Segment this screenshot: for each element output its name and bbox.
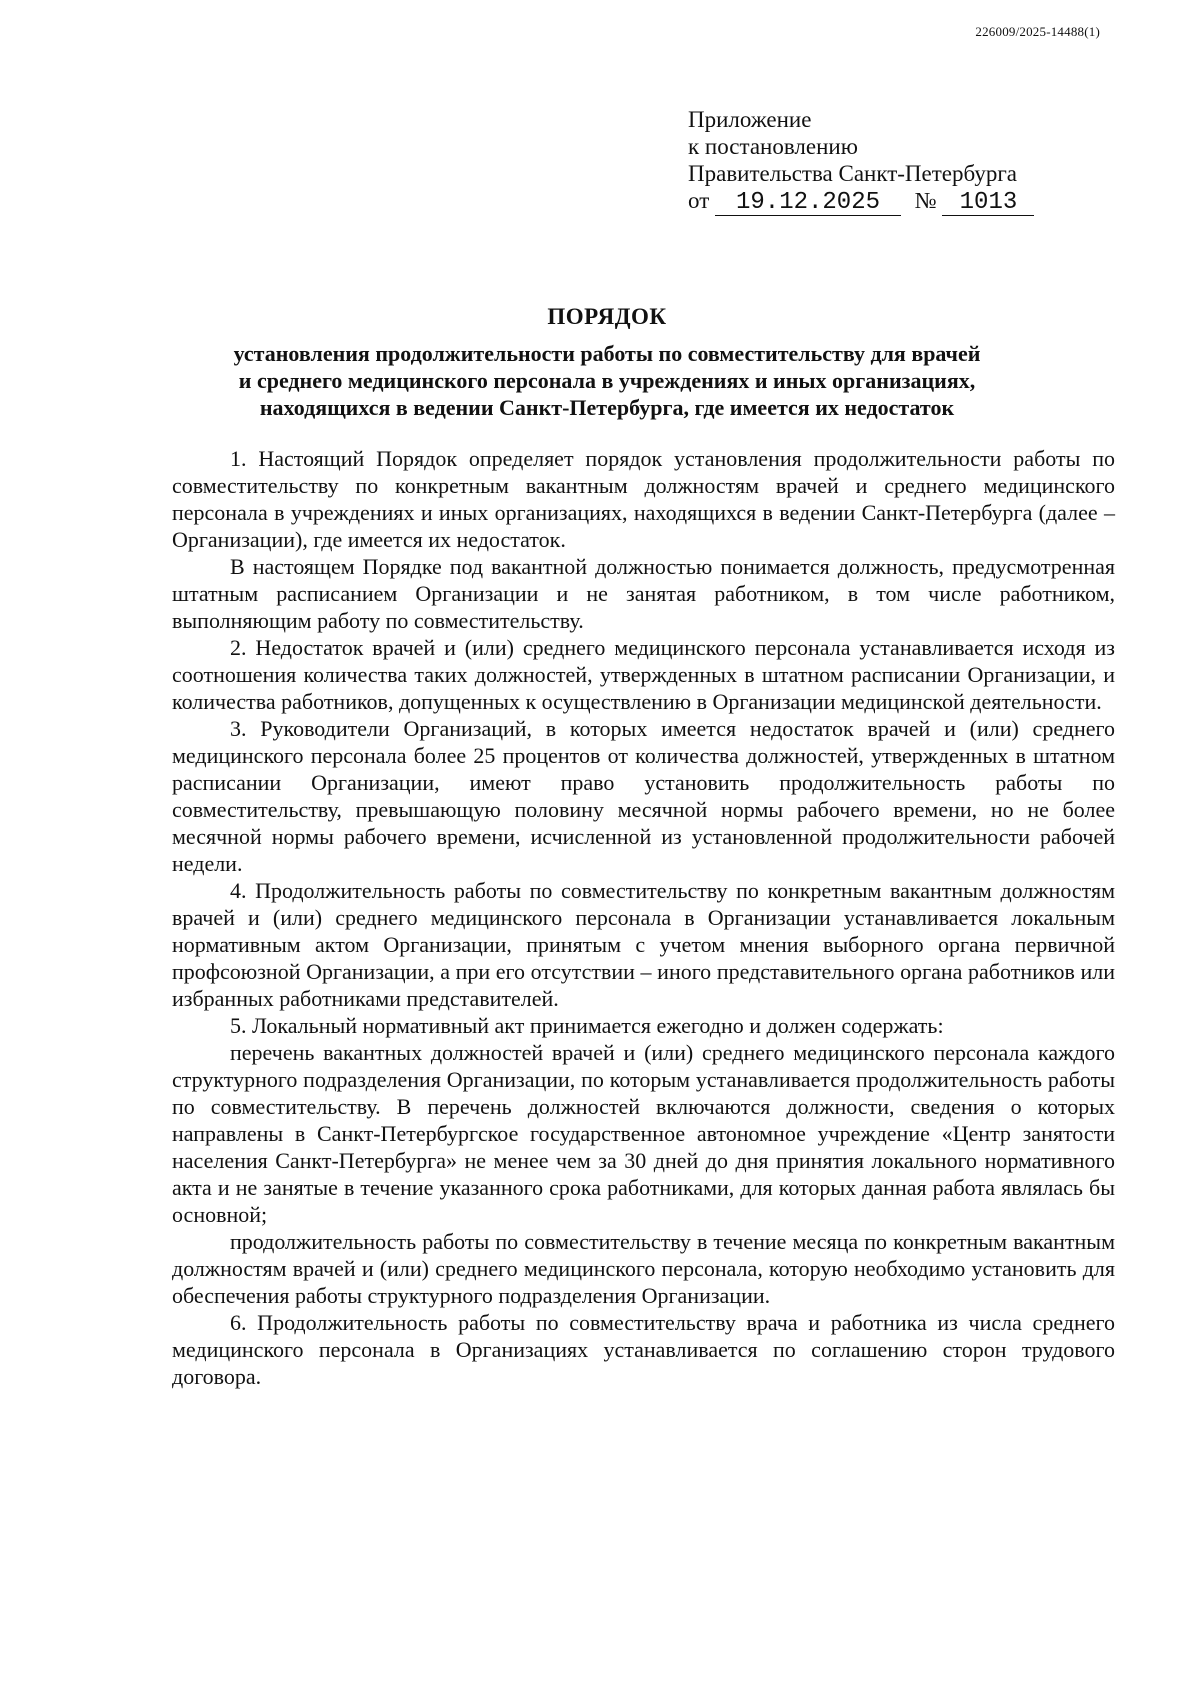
appendix-line-1: Приложение xyxy=(688,107,812,132)
appendix-block xyxy=(688,106,1034,216)
appendix-reference-line xyxy=(688,187,1034,216)
paragraph-1-definition: В настоящем Порядке под вакантной должностью понимается должность, предусмотренная штатным расписанием Организации и не занятая работником, в том числе работником, выполняющим работу по совместительству. xyxy=(172,554,1115,633)
paragraph-5: 5. Локальный нормативный акт принимается ежегодно и должен содержать: xyxy=(230,1013,944,1038)
document-subtitle-line-1: установления продолжительности работы по совместительству для врачей xyxy=(233,341,981,366)
date-prefix: от xyxy=(688,188,710,213)
paragraph-5-item-1: перечень вакантных должностей врачей и (или) среднего медицинского персонала каждого структурного подразделения Организации, по которым устанавливается продолжительность работы по совместительству. В перечень должностей включаются должности, сведения о которых направлены в Санкт-Петербургское государственное автономное учреждение «Центр занятости населения Санкт-Петербурга» не менее чем за 30 дней до дня принятия локального нормативного акта и не занятые в течение указанного срока работниками, для которых данная работа являлась бы основной; xyxy=(172,1040,1115,1227)
paragraph-4: 4. Продолжительность работы по совместительству по конкретным вакантным должностям врачей и (или) среднего медицинского персонала в Организации устанавливается локальным нормативным актом Организации, принятым с учетом мнения выборного органа первичной профсоюзной Организации, а при его отсутствии – иного представительного органа работников или избранных работниками представителей. xyxy=(172,878,1115,1011)
paragraph-3: 3. Руководители Организаций, в которых имеется недостаток врачей и (или) среднего медицинского персонала более 25 процентов от количества должностей, утвержденных в штатном расписании Организации, имеют право установить продолжительность работы по совместительству, превышающую половину месячной нормы рабочего времени, но не более месячной нормы рабочего времени, исчисленной из установленной продолжительности рабочей недели. xyxy=(172,716,1115,876)
document-body xyxy=(172,445,1115,1390)
paragraph-5-item-2: продолжительность работы по совместительству в течение месяца по конкретным вакантным должностям врачей и (или) среднего медицинского персонала, которую необходимо установить для обеспечения работы структурного подразделения Организации. xyxy=(172,1229,1115,1308)
paragraph-2: 2. Недостаток врачей и (или) среднего медицинского персонала устанавливается исходя из соотношения количества таких должностей, утвержденных в штатном расписании Организации, и количества работников, допущенных к осуществлению в Организации медицинской деятельности. xyxy=(172,635,1115,714)
paragraph-6: 6. Продолжительность работы по совместительству врача и работника из числа среднего медицинского персонала в Организациях устанавливается по соглашению сторон трудового договора. xyxy=(172,1310,1115,1389)
decree-number: 1013 xyxy=(942,191,1034,216)
document-subtitle-line-2: и среднего медицинского персонала в учреждениях и иных организациях, xyxy=(238,368,976,393)
number-prefix: № xyxy=(914,188,937,213)
decree-date: 19.12.2025 xyxy=(715,191,901,216)
appendix-line-3: Правительства Санкт-Петербурга xyxy=(688,161,1017,186)
document-title: ПОРЯДОК xyxy=(547,304,667,329)
document-subtitle-line-3: находящихся в ведении Санкт-Петербурга, где имеется их недостаток xyxy=(259,395,955,420)
appendix-line-2: к постановлению xyxy=(688,134,858,159)
paragraph-1: 1. Настоящий Порядок определяет порядок установления продолжительности работы по совместительству по конкретным вакантным должностям врачей и среднего медицинского персонала в учреждениях и иных организациях, находящихся в ведении Санкт-Петербурга (далее – Организации), где имеется их недостаток. xyxy=(172,446,1115,552)
document-title-block xyxy=(172,302,1042,421)
document-id: 226009/2025-14488(1) xyxy=(975,24,1100,39)
